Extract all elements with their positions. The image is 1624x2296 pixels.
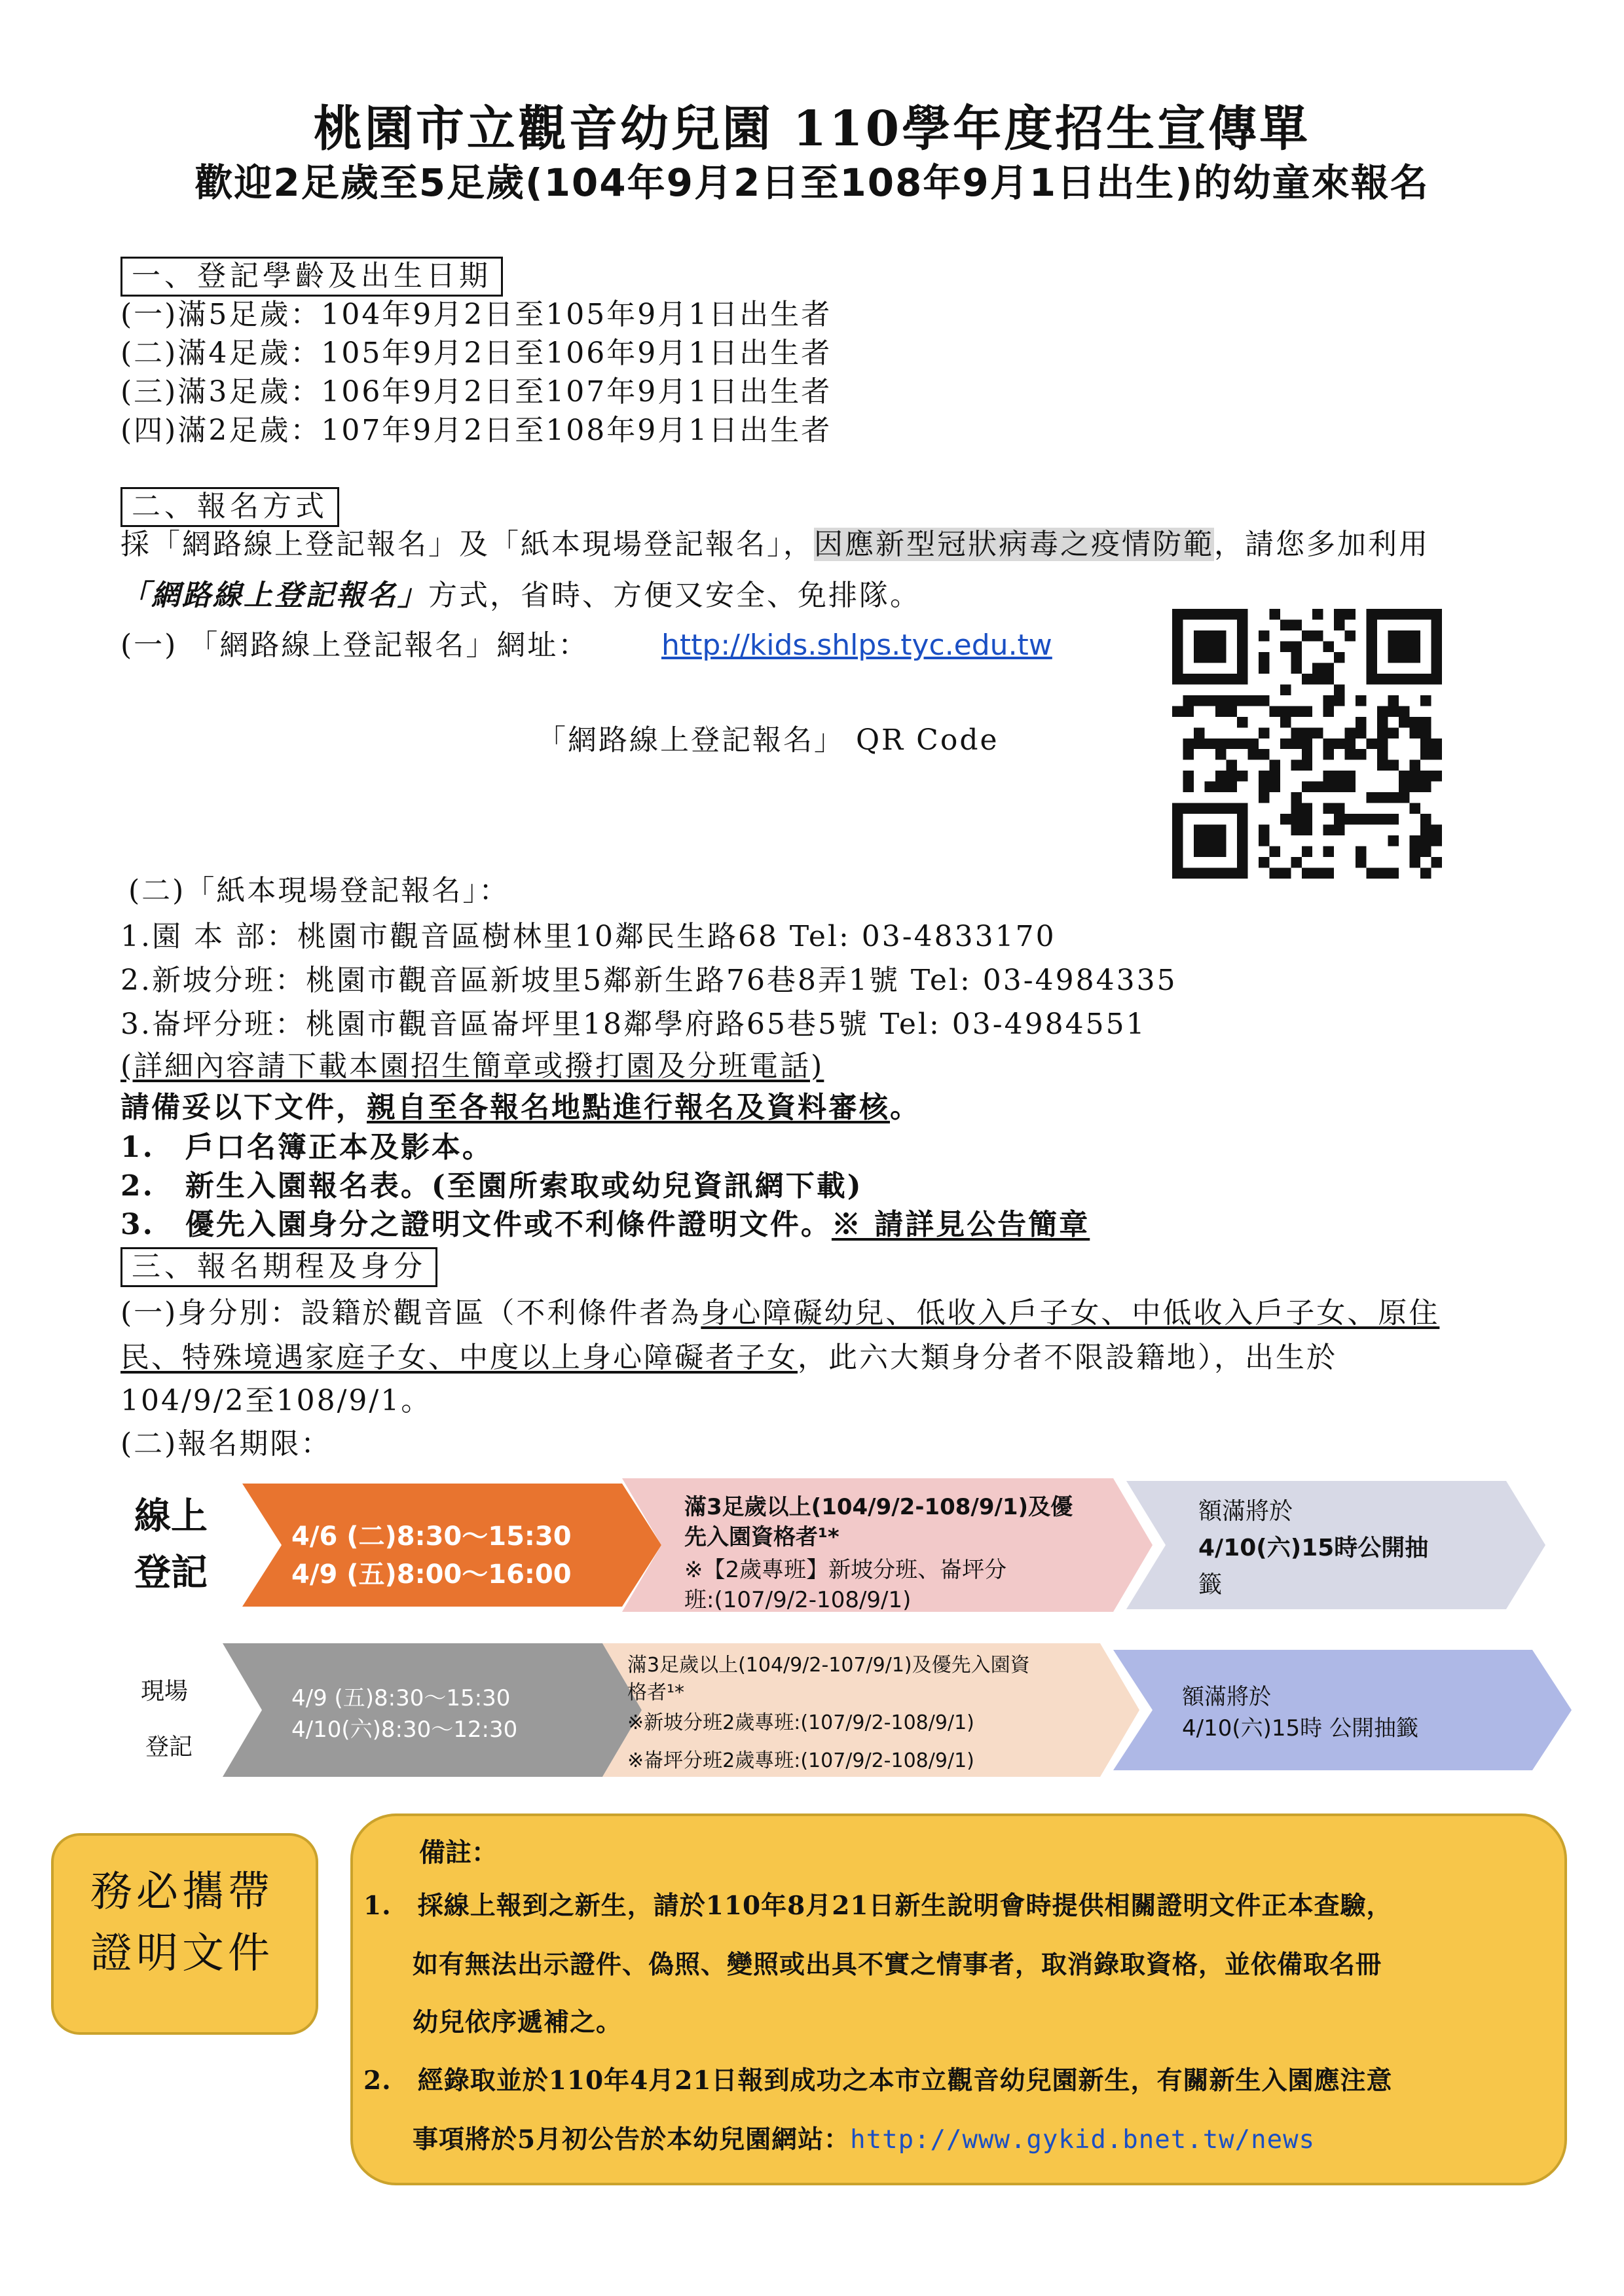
method-text-end: ，請您多加利用	[1214, 528, 1430, 561]
age-line-3: (三)滿3足歲：106年9月2日至107年9月1日出生者	[120, 375, 832, 409]
detail-note: (詳細內容請下載本園招生簡章或撥打園及分班電話)	[120, 1049, 824, 1083]
age-line-5: (一)滿5足歲：104年9月2日至105年9月1日出生者	[120, 298, 832, 331]
online-emphasis: 「網路線上登記報名」	[120, 579, 428, 612]
onsite-result-1: 額滿將於	[1182, 1684, 1271, 1710]
doc-item-1: 1. 戶口名簿正本及影本。	[120, 1131, 493, 1164]
notes-heading: 備註：	[419, 1837, 498, 1868]
identity-line-3: 104/9/2至108/9/1。	[120, 1384, 432, 1417]
note-2-text: 事項將於5月初公告於本幼兒園網站：	[413, 2124, 851, 2155]
note-1-line-2: 如有無法出示證件、偽照、變照或出具不實之情事者，取消錄取資格，並依備取名冊	[413, 1950, 1382, 1980]
online-label: (一) 「網路線上登記報名」網址：	[120, 629, 589, 662]
period-label: (二)報名期限：	[120, 1427, 332, 1461]
docs-intro-text: 請備妥以下文件，	[120, 1091, 367, 1124]
onsite-result-2: 4/10(六)15時 公開抽籤	[1182, 1715, 1418, 1741]
onsite-label-2: 登記	[145, 1734, 193, 1760]
online-label-2: 登記	[134, 1551, 208, 1594]
online-result-1: 額滿將於	[1198, 1498, 1293, 1525]
onsite-elig-3: ※新坡分班2歲專班:(107/9/2-108/9/1)	[627, 1711, 974, 1734]
online-date-2: 4/9 (五)8:00～16:00	[291, 1559, 572, 1590]
online-date-1: 4/6 (二)8:30～15:30	[291, 1522, 572, 1552]
onsite-date-1: 4/9 (五)8:30～15:30	[291, 1685, 511, 1711]
online-label-1: 線上	[134, 1495, 208, 1538]
note-1-line-3: 幼兒依序遞補之。	[413, 2007, 623, 2037]
identity-text: (一)身分別：設籍於觀音區（不利條件者為	[120, 1296, 701, 1330]
identity-underline-2: 民、特殊境遇家庭子女、中度以上身心障礙者子女	[120, 1341, 798, 1374]
note-2-line-1: 2. 經錄取並於110年4月21日報到成功之本市立觀音幼兒園新生，有關新生入園應注意	[363, 2066, 1393, 2096]
docs-intro-end: 。	[890, 1091, 921, 1124]
online-elig-4: 班:(107/9/2-108/9/1)	[684, 1587, 912, 1613]
doc-item-3-text: 3. 優先入園身分之證明文件或不利條件證明文件。	[120, 1208, 832, 1241]
epidemic-highlight: 因應新型冠狀病毒之疫情防範	[814, 528, 1214, 561]
section3-heading: 三、報名期程及身分	[120, 1247, 437, 1287]
online-elig-1: 滿3足歲以上(104/9/2-108/9/1)及優	[684, 1494, 1073, 1520]
online-elig-2: 先入園資格者¹*	[684, 1524, 840, 1550]
identity-underline: 身心障礙幼兒、低收入戶子女、中低收入戶子女、原住	[701, 1296, 1440, 1330]
site-main: 1.園 本 部：桃園市觀音區樹林里10鄰民生路68 Tel: 03-4833170	[120, 920, 1056, 953]
note-1-line-1: 1. 採線上報到之新生，請於110年8月21日新生說明會時提供相關證明文件正本查驗，	[363, 1891, 1393, 1921]
age-line-4: (二)滿4足歲：105年9月2日至106年9月1日出生者	[120, 337, 832, 370]
kindergarten-website-link[interactable]: http://www.gykid.bnet.tw/news	[850, 2125, 1316, 2155]
section2-heading: 二、報名方式	[120, 487, 339, 527]
identity-text-2: ，此六大類身分者不限設籍地），出生於	[798, 1341, 1337, 1374]
onsite-label-1: 現場	[141, 1678, 189, 1705]
docs-intro-underline: 親自至各報名地點進行報名及資料審核	[367, 1091, 890, 1124]
onsite-elig-1: 滿3足歲以上(104/9/2-107/9/1)及優先入園資	[627, 1654, 1030, 1677]
page-subtitle: 歡迎2足歲至5足歲(104年9月2日至108年9月1日出生)的幼童來報名	[194, 160, 1430, 205]
method-text: 採「網路線上登記報名」及「紙本現場登記報名」，	[120, 528, 814, 561]
paper-label: (二)「紙本現場登記報名」：	[128, 874, 510, 907]
qr-caption: 「網路線上登記報名」 QR Code	[537, 723, 999, 757]
section1-heading: 一、登記學齡及出生日期	[120, 257, 503, 297]
method-benefits: 方式，省時、方便又安全、免排隊。	[428, 579, 921, 612]
online-elig-3: ※【2歲專班】新坡分班、崙坪分	[684, 1557, 1007, 1583]
site-xinpo: 2.新坡分班：桃園市觀音區新坡里5鄰新生路76巷8弄1號 Tel: 03-4984335	[120, 964, 1177, 997]
site-lunping: 3.崙坪分班：桃園市觀音區崙坪里18鄰學府路65巷5號 Tel: 03-4984551	[120, 1008, 1147, 1041]
onsite-elig-4: ※崙坪分班2歲專班:(107/9/2-108/9/1)	[627, 1749, 974, 1772]
must-bring-line-1: 務必攜帶	[90, 1868, 274, 1916]
doc-item-2: 2. 新生入園報名表。(至園所索取或幼兒資訊網下載)	[120, 1169, 863, 1203]
must-bring-line-2: 證明文件	[90, 1929, 274, 1978]
online-registration-link[interactable]: http://kids.shlps.tyc.edu.tw	[661, 629, 1052, 662]
age-line-2: (四)滿2足歲：107年9月2日至108年9月1日出生者	[120, 414, 832, 447]
onsite-elig-2: 格者¹*	[627, 1681, 685, 1704]
note-2-line-2	[413, 2124, 1315, 2156]
online-result-2: 4/10(六)15時公開抽	[1198, 1535, 1429, 1561]
docs-note: ※ 請詳見公告簡章	[831, 1208, 1090, 1241]
onsite-date-2: 4/10(六)8:30～12:30	[291, 1717, 518, 1743]
page-title: 桃園市立觀音幼兒園 110學年度招生宣傳單	[313, 101, 1311, 157]
online-result-3: 籤	[1198, 1571, 1223, 1598]
